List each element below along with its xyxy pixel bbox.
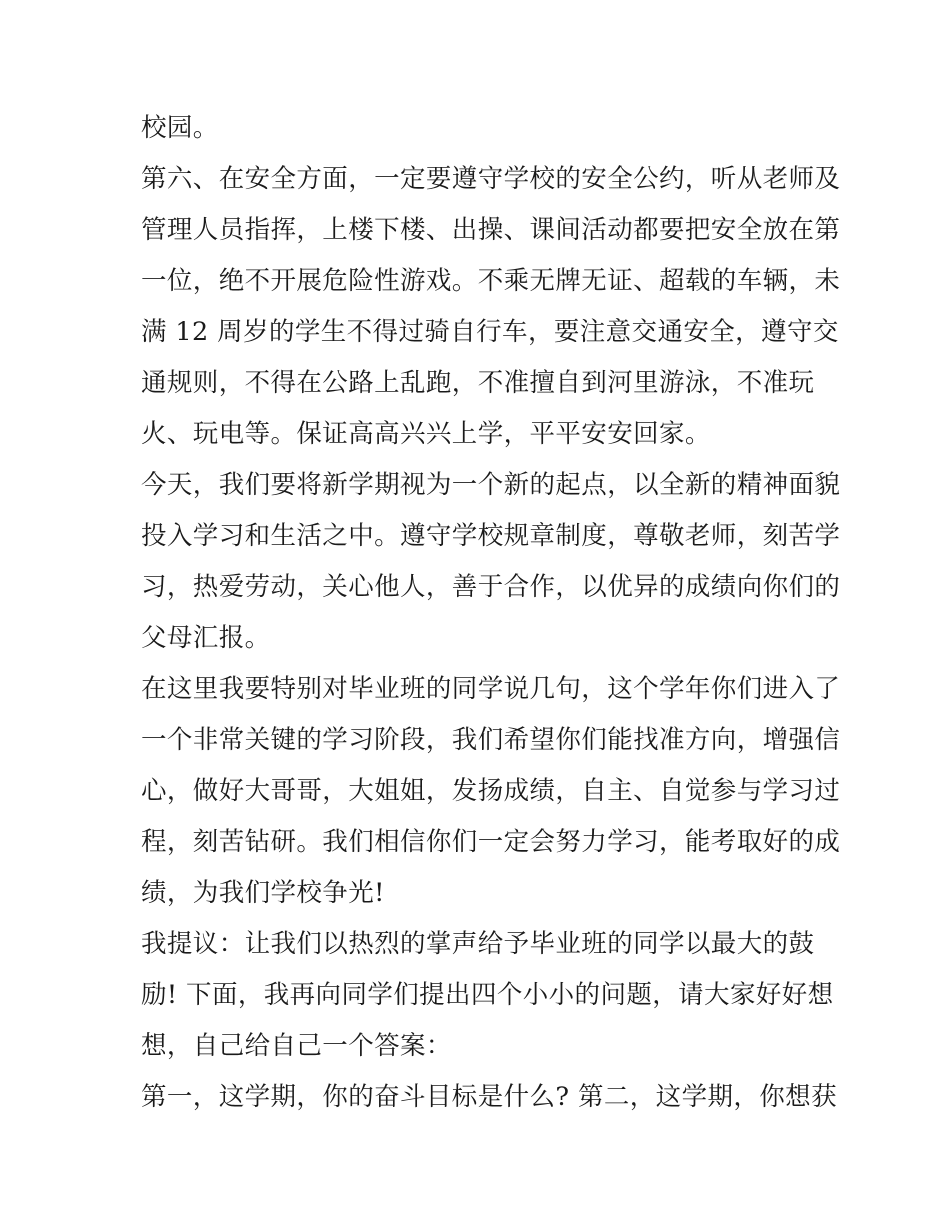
text-line: 在这里我要特别对毕业班的同学说几句，这个学年你们进入了: [141, 674, 841, 704]
text-line: 一个非常关键的学习阶段，我们希望你们能找准方向，增强信: [141, 725, 841, 755]
text-line: 管理人员指挥，上楼下楼、出操、课间活动都要把安全放在第: [141, 215, 841, 245]
text-line: 励! 下面，我再向同学们提出四个小小的问题，请大家好好想: [141, 980, 834, 1010]
text-line: 心，做好大哥哥，大姐姐，发扬成绩，自主、自觉参与学习过: [141, 776, 841, 806]
text-line: 我提议：让我们以热烈的掌声给予毕业班的同学以最大的鼓: [141, 929, 815, 959]
text-line: 第一，这学期，你的奋斗目标是什么? 第二，这学期，你想获: [141, 1082, 837, 1112]
text-line: 校园。: [141, 113, 219, 143]
text-line: 通规则，不得在公路上乱跑，不准擅自到河里游泳，不准玩: [141, 368, 815, 398]
text-line: 一位，绝不开展危险性游戏。不乘无牌无证、超载的车辆，未: [141, 266, 841, 296]
text-line: 程，刻苦钻研。我们相信你们一定会努力学习，能考取好的成: [141, 827, 841, 857]
text-line: 满 12 周岁的学生不得过骑自行车，要注意交通安全，遵守交: [141, 317, 839, 347]
text-line: 第六、在安全方面，一定要遵守学校的安全公约，听从老师及: [141, 164, 841, 194]
text-line: 今天，我们要将新学期视为一个新的起点，以全新的精神面貌: [141, 470, 841, 500]
text-line: 习，热爱劳动，关心他人，善于合作，以优异的成绩向你们的: [141, 572, 841, 602]
text-line: 绩，为我们学校争光!: [141, 878, 385, 908]
text-line: 投入学习和生活之中。遵守学校规章制度，尊敬老师，刻苦学: [141, 521, 841, 551]
text-line: 火、玩电等。保证高高兴兴上学，平平安安回家。: [141, 419, 711, 449]
text-line: 父母汇报。: [141, 623, 271, 653]
text-line: 想，自己给自己一个答案：: [141, 1031, 452, 1061]
